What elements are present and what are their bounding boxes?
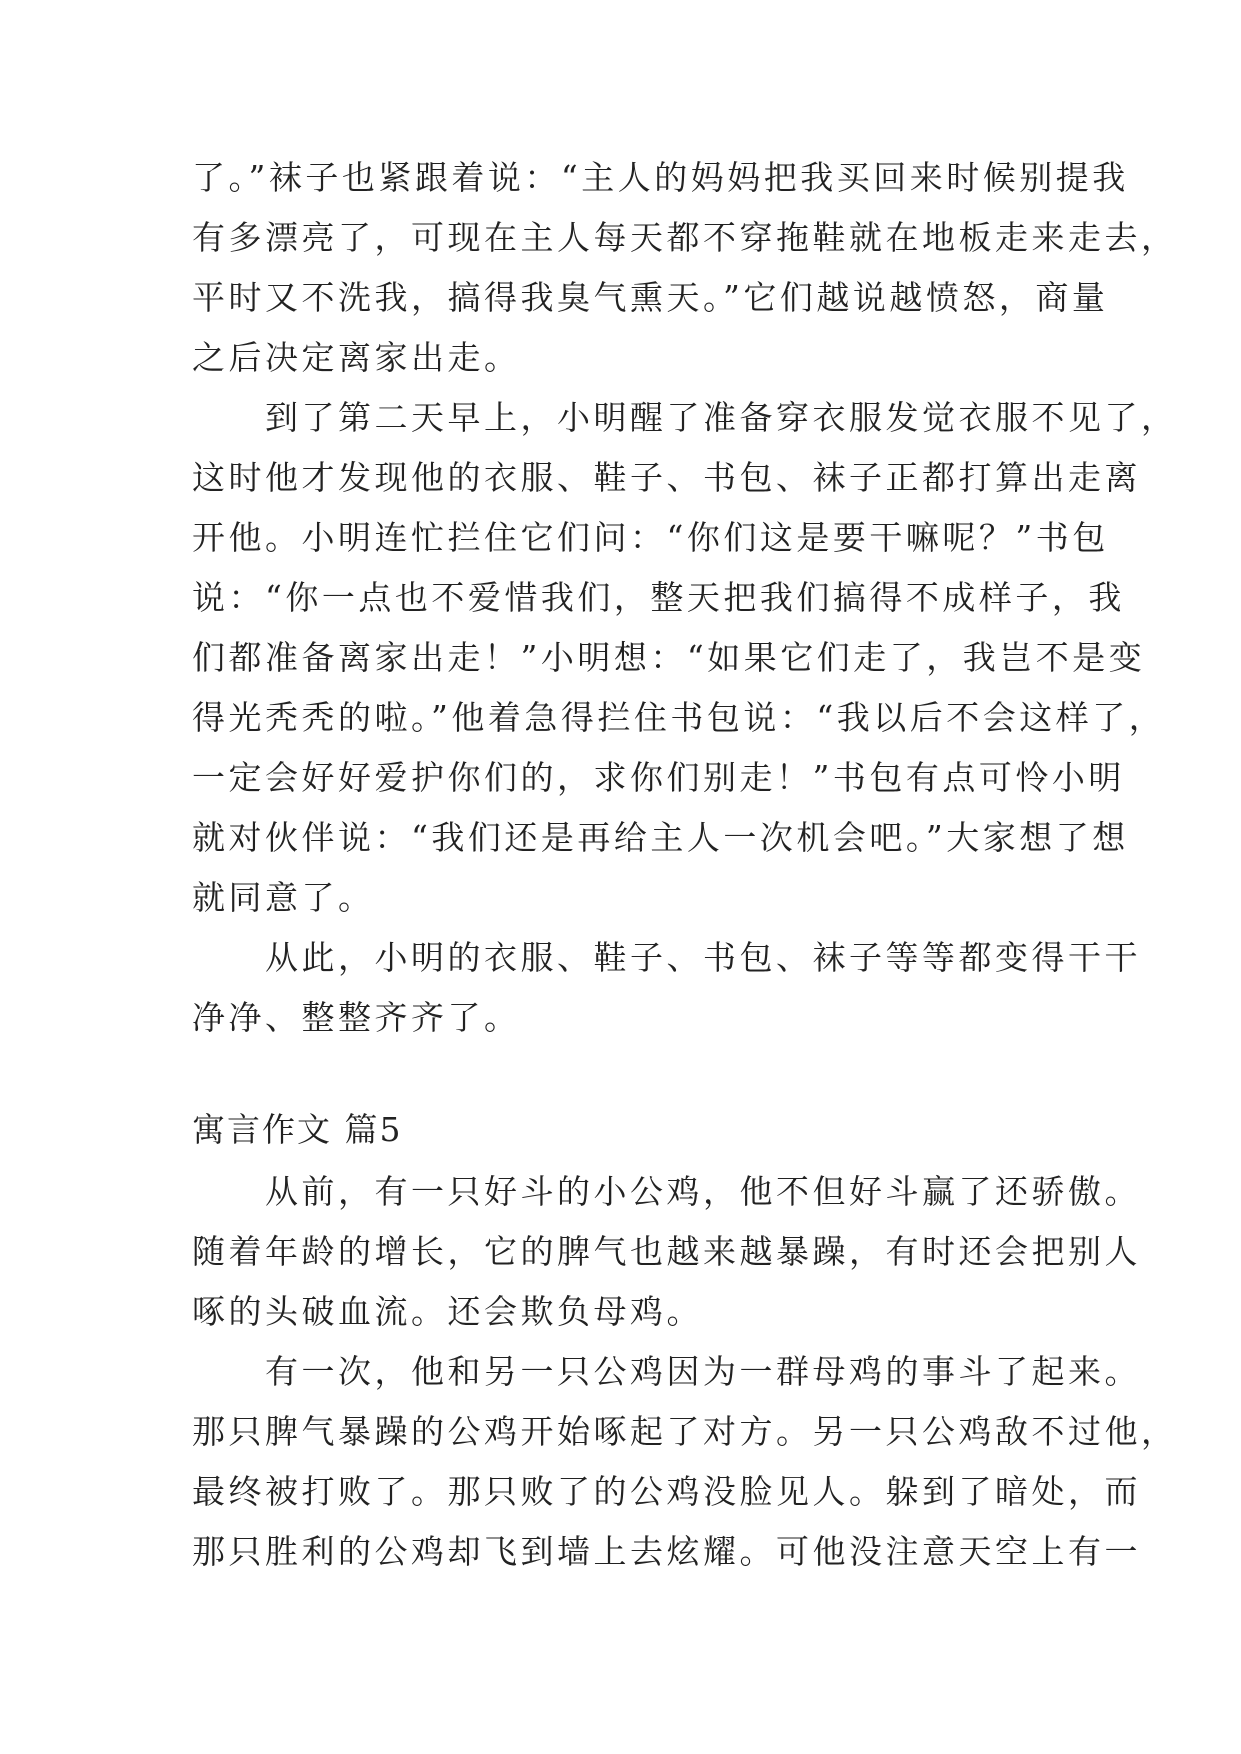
text-line: 那只胜利的公鸡却飞到墙上去炫耀。可他没注意天空上有一 bbox=[192, 1532, 1141, 1571]
text-line: 最终被打败了。那只败了的公鸡没脸见人。躲到了暗处，而 bbox=[192, 1472, 1141, 1511]
text-line: 这时他才发现他的衣服、鞋子、书包、袜子正都打算出走离 bbox=[192, 458, 1141, 497]
text-line: 随着年龄的增长，它的脾气也越来越暴躁，有时还会把别人 bbox=[192, 1232, 1141, 1271]
paragraph-start-line: 从此，小明的衣服、鞋子、书包、袜子等等都变得干干 bbox=[192, 938, 1141, 977]
text-line: 平时又不洗我，搞得我臭气熏天。”它们越说越愤怒，商量 bbox=[192, 278, 1109, 317]
text-line: 开他。小明连忙拦住它们问：“你们这是要干嘛呢？”书包 bbox=[192, 518, 1109, 557]
text-line: 有多漂亮了，可现在主人每天都不穿拖鞋就在地板走来走去， bbox=[192, 218, 1178, 257]
text-line: 那只脾气暴躁的公鸡开始啄起了对方。另一只公鸡敌不过他， bbox=[192, 1412, 1178, 1451]
paragraph-start-line: 从前，有一只好斗的小公鸡，他不但好斗赢了还骄傲。 bbox=[192, 1172, 1141, 1211]
text-line: 就同意了。 bbox=[192, 878, 375, 917]
text-line: 就对伙伴说：“我们还是再给主人一次机会吧。”大家想了想 bbox=[192, 818, 1129, 857]
text-line: 啄的头破血流。还会欺负母鸡。 bbox=[192, 1292, 703, 1331]
paragraph-start-line: 到了第二天早上，小明醒了准备穿衣服发觉衣服不见了， bbox=[192, 398, 1178, 437]
text-line: 们都准备离家出走！”小明想：“如果它们走了，我岂不是变 bbox=[192, 638, 1146, 677]
text-line: 净净、整整齐齐了。 bbox=[192, 998, 521, 1037]
paragraph-start-line: 有一次，他和另一只公鸡因为一群母鸡的事斗了起来。 bbox=[192, 1352, 1141, 1391]
text-line: 一定会好好爱护你们的，求你们别走！”书包有点可怜小明 bbox=[192, 758, 1125, 797]
text-line: 了。”袜子也紧跟着说：“主人的妈妈把我买回来时候别提我 bbox=[192, 158, 1129, 197]
text-line: 说：“你一点也不爱惜我们，整天把我们搞得不成样子，我 bbox=[192, 578, 1125, 617]
text-line: 得光秃秃的啦。”他着急得拦住书包说：“我以后不会这样了， bbox=[192, 698, 1166, 737]
section-heading: 寓言作文 篇5 bbox=[192, 1110, 403, 1149]
text-line: 之后决定离家出走。 bbox=[192, 338, 521, 377]
